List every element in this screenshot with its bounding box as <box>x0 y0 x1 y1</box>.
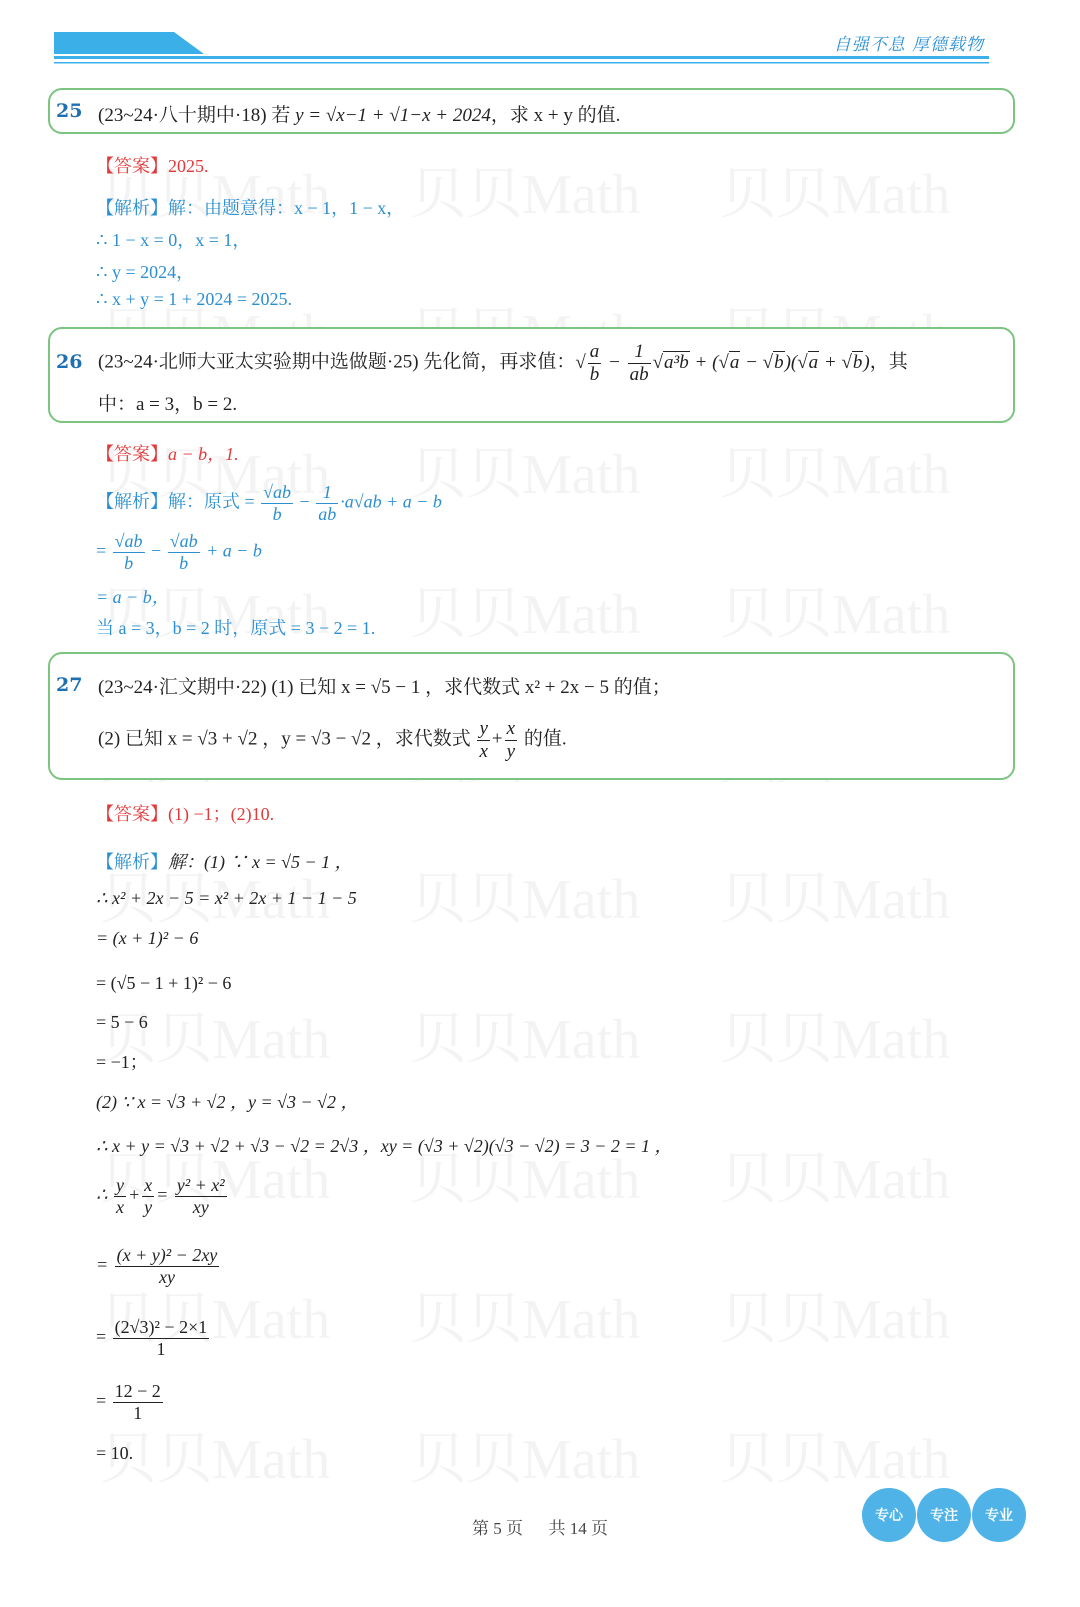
analysis-line: 【解析】解：由题意得：x − 1，1 − x， <box>96 198 405 218</box>
analysis-line: = −1； <box>96 1052 148 1072</box>
answer-line: 【答案】2025. <box>96 156 209 176</box>
question-box-25 <box>48 88 1015 134</box>
analysis-line: 【解析】解：(1) ∵ x = √5 − 1 ， <box>96 852 353 872</box>
answer-line: 【答案】a − b，1. <box>96 444 239 464</box>
analysis-line: ∴ y = 2024， <box>96 262 195 282</box>
question-text: (23~24·北师大亚太实验期中选做题·25) 先化简，再求值：√ $\frac{a}{b}$ − $\frac{1}{ab}$ √a³b + (√a − √b)(√a + √b)，其 <box>98 341 908 385</box>
analysis-line: ∴ 1 − x = 0，x = 1， <box>96 230 251 250</box>
question-text: (23~24·汇文期中·22) (1) 已知 x = √5 − 1 ，求代数式 x² + 2x − 5 的值； <box>98 677 671 698</box>
question-number: 25 <box>56 100 83 122</box>
analysis-line: ∴ x + y = 1 + 2024 = 2025. <box>96 289 293 309</box>
analysis-line: (2) ∵ x = √3 + √2 ，y = √3 − √2 ， <box>96 1092 359 1112</box>
badge-concentrate: 专注 <box>917 1488 971 1542</box>
analysis-line: = 5 − 6 <box>96 1012 148 1032</box>
badge-focus: 专心 <box>862 1488 916 1542</box>
page-footer: 第 5 页 共 14 页 <box>472 1519 608 1538</box>
analysis-line: = (x + 1)² − 6 <box>96 928 199 948</box>
analysis-line: ∴ x² + 2x − 5 = x² + 2x + 1 − 1 − 5 <box>96 888 357 908</box>
analysis-line: 【解析】解：原式 = $\frac{√ab}{b}$ − $\frac{1}{ab}$ ·a√ab + a − b <box>96 482 442 524</box>
question-box-27 <box>48 652 1015 780</box>
analysis-line: = (√5 − 1 + 1)² − 6 <box>96 973 232 993</box>
question-number: 26 <box>56 351 83 373</box>
analysis-line: ∴ $\frac{y}{x}$ + $\frac{x}{y}$ = $\frac{\text{y² + x²}}{xy}$ <box>96 1175 225 1217</box>
answer-line: 【答案】(1) −1；(2)10. <box>96 804 275 824</box>
analysis-line: = $\frac{√ab}{b}$ − $\frac{√ab}{b}$ + a − b <box>96 531 262 573</box>
badge-professional: 专业 <box>972 1488 1026 1542</box>
question-number: 27 <box>56 674 83 696</box>
header-motto: 自强不息 厚德载物 <box>833 35 984 55</box>
question-text: (23~24·八十期中·18) 若 y = √x−1 + √1−x + 2024，求 x + y 的值. <box>98 105 621 126</box>
question-text-line2: 中：a = 3，b = 2. <box>98 394 238 415</box>
question-text-line2: (2) 已知 x = √3 + √2 ，y = √3 − √2 ，求代数式 $\frac{y}{x}$ + $\frac{x}{y}$ 的值. <box>98 718 567 762</box>
analysis-line: = $\frac{\text{(2√3)² − 2×1}}{1}$ <box>96 1317 208 1359</box>
analysis-line: = 10. <box>96 1443 134 1463</box>
analysis-line: 当 a = 3，b = 2 时，原式 = 3 − 2 = 1. <box>96 618 376 638</box>
question-box-26 <box>48 327 1015 423</box>
analysis-line: = a − b， <box>96 587 170 607</box>
analysis-line: ∴ x + y = √3 + √2 + √3 − √2 = 2√3 ，xy = (√3 + √2)(√3 − √2) = 3 − 2 = 1 ， <box>96 1136 673 1156</box>
analysis-line: = $\frac{\text{(x + y)² − 2xy}}{xy}$ <box>96 1245 218 1287</box>
analysis-line: = $\frac{12 - 2}{1}$ <box>96 1381 161 1423</box>
